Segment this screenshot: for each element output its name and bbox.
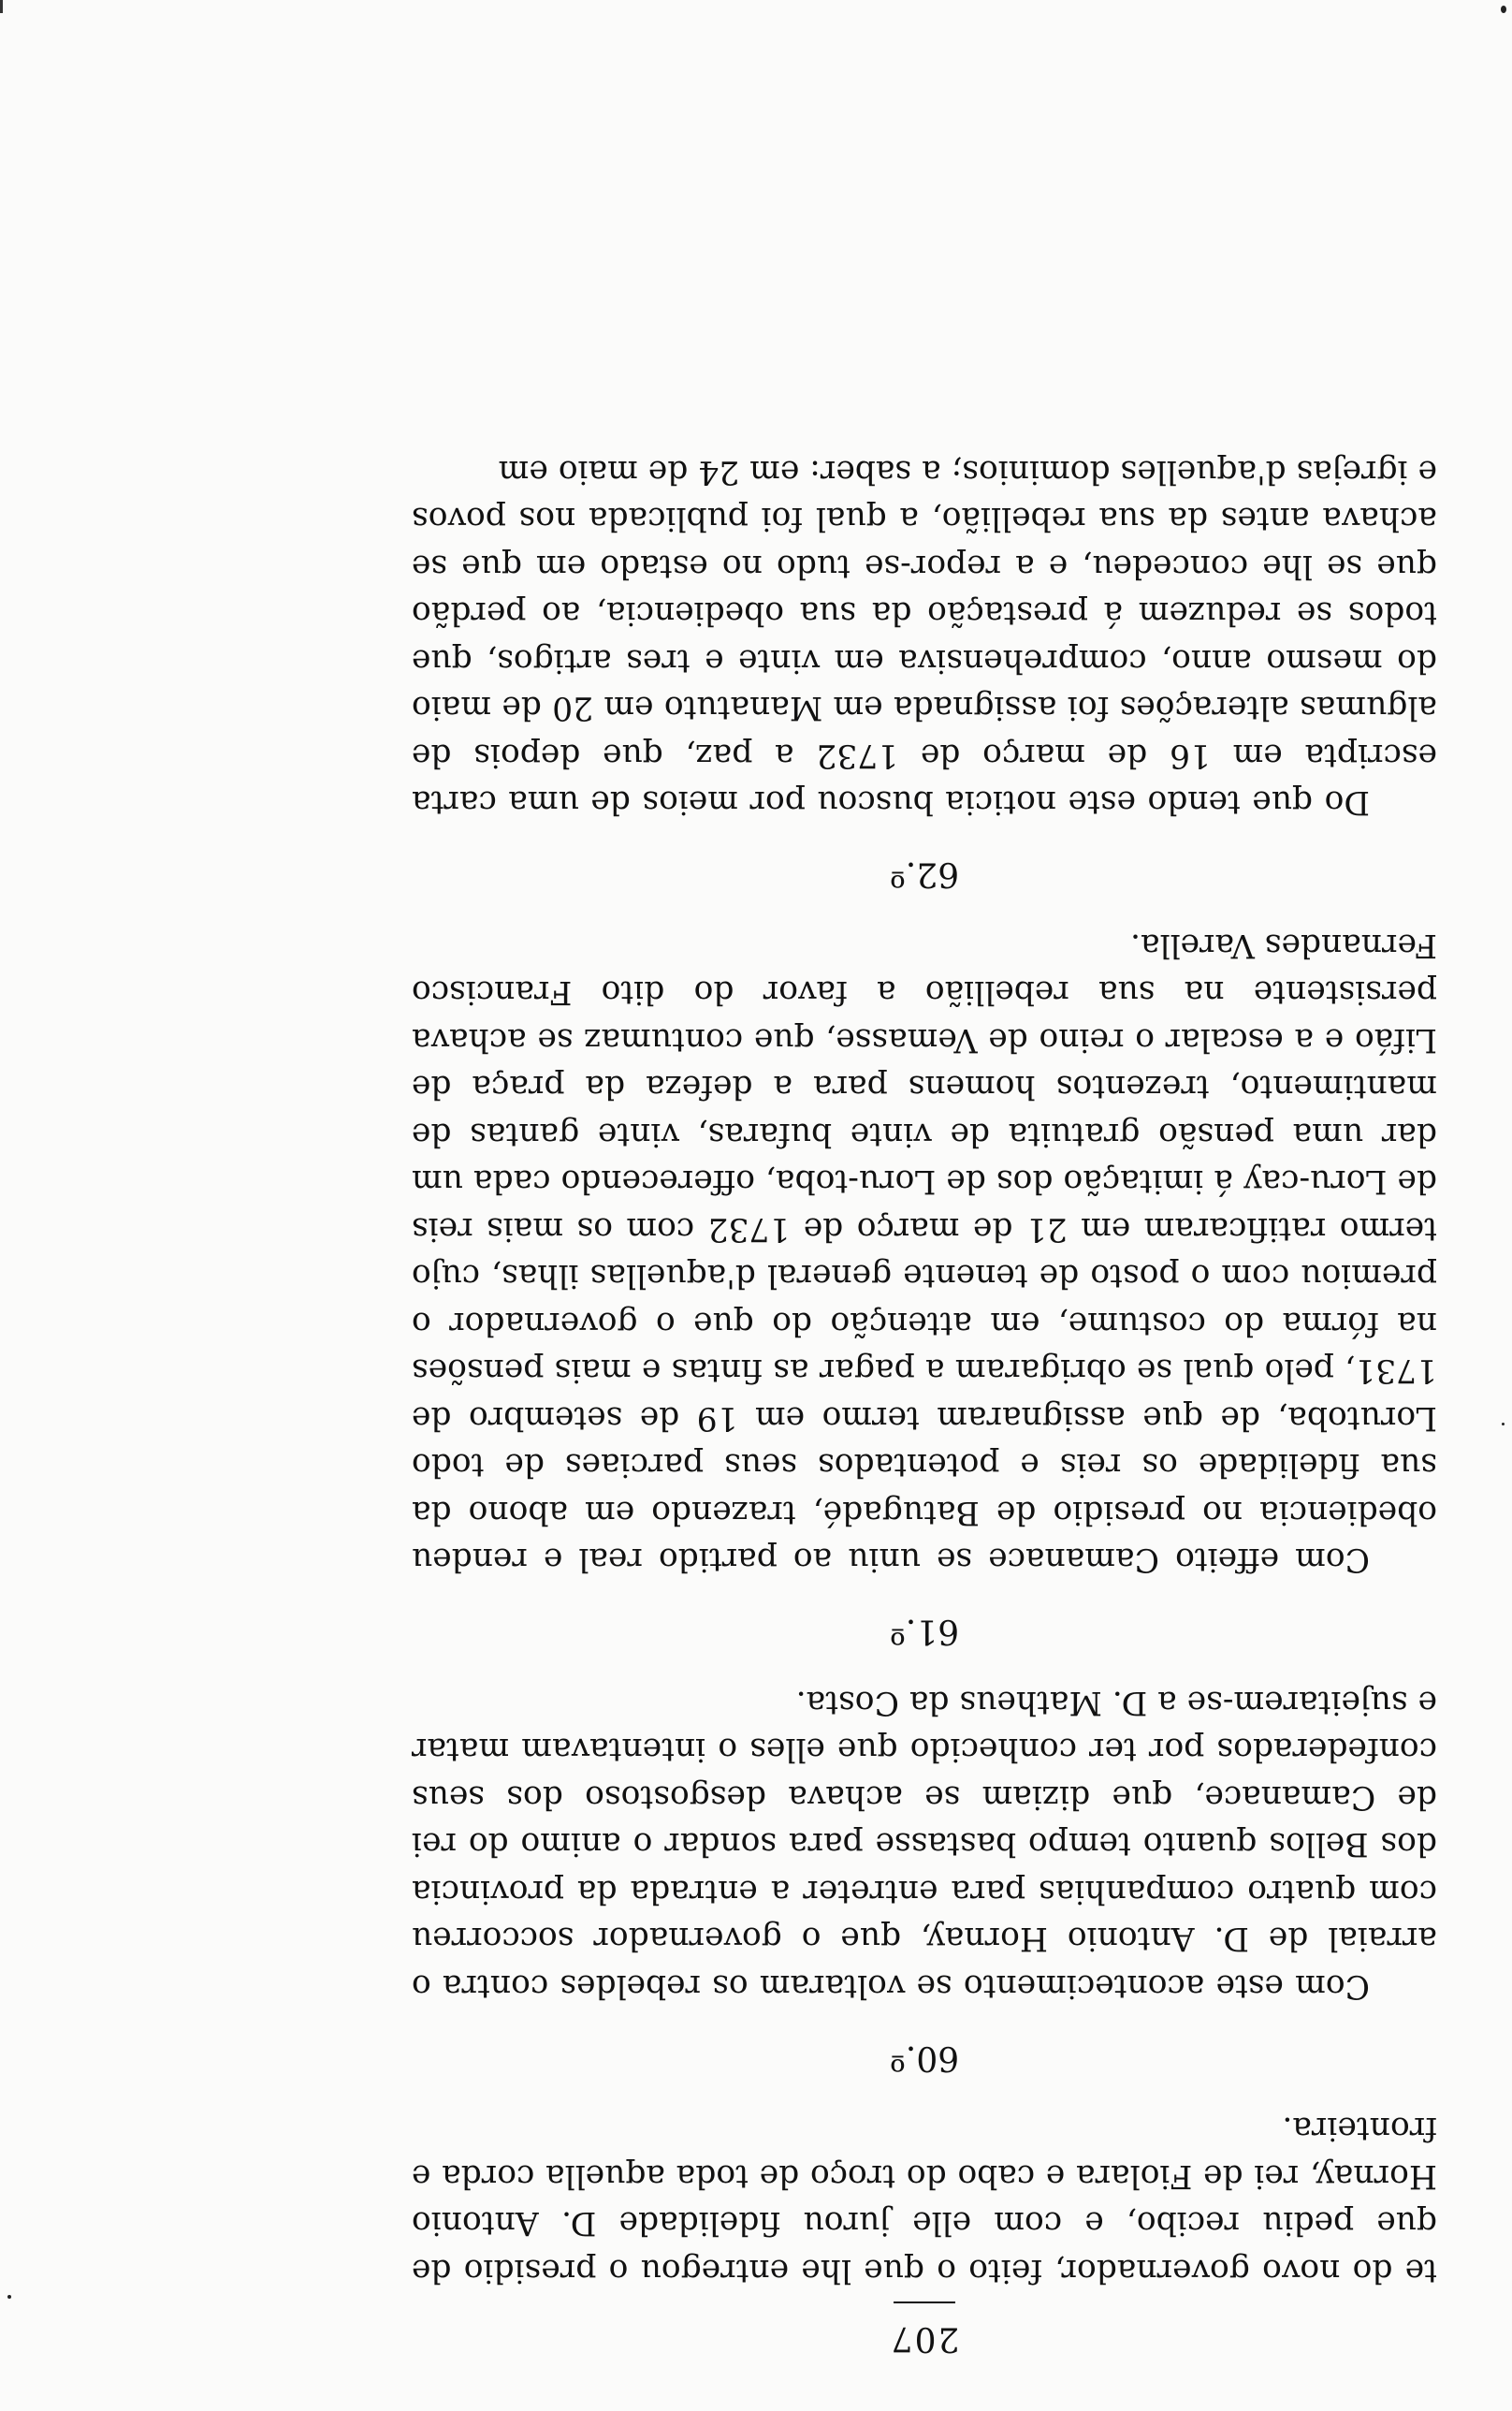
paragraph-continuation: te do novo governador, feito o que lhe entregou o presidio de que pediu recibo, e com elle jurou fidelidade D. Antonio Hornay, rei de Fiolara e cabo do troço de toda aquella corda e fronteira. — [412, 2110, 1437, 2289]
text-block — [412, 448, 1437, 2360]
scan-speck — [7, 2295, 11, 2299]
scan-speck — [1502, 1423, 1505, 1425]
section-heading-62: 62.º — [889, 855, 960, 894]
paragraph-61: Com effeito Camanace se uniu ao partido real e rendeu obediencia no presidio de Batugadé, trazendo em abono da sua fidelidade os reis e potentados seus parciaes de todo Lorutoba, de que assignaram termo em 19 de setembro de 1731, pelo qual se obrigaram a pagar as fintas e mais pensões na fórma do costume, em attenção do que o governador o premiou com o posto de tenente general d'aquellas ilhas, cujo termo ratificaram em 21 de março de 1732 com os mais reis de Loru-cay á imitação dos de Loru-toba, offerecendo cada um dar uma pensão gratuita de vinte bufaras, vinte gantas de mantimento, trezentos homens para a defeza da praça de Lifáo e a escalar o reino de Vemasse, que contumaz se achava persistente na sua rebellião a favor do dito Francisco Fernandes Varella. — [412, 927, 1437, 1579]
scan-speck — [1501, 6, 1506, 13]
paragraph-60: Com este acontecimento se voltaram os rebeldes contra o arraial de D. Antonio Hornay, que o governador soccorreu com quatro companhias para entreter a entrada da provincia dos Bellos quanto tempo bastasse para sondar o animo do rei de Camanace, que diziam se achava desgostoso dos seus confederados por ter conhecido que elles o intentavam matar e sujeitarem-se a D. Matheus da Costa. — [412, 1684, 1437, 2005]
paragraph-62: Do que tendo este noticia buscou por meios de uma carta escripta em 16 de março de 1732 a paz, que depois de algumas alterações foi assignada em Manatuto em 20 de maio do mesmo anno, comprehensiva em vinte e tres artigos, que todos se reduzem á prestação da sua obediencia, ao perdão que se lhe concedeu, e a repor-se tudo no estado em que se achava antes da sua rebellião, a qual foi publicada nos povos e igrejas d'aquelles dominios; a saber: em 24 de maio em — [412, 453, 1437, 822]
scan-edge-mark — [0, 0, 3, 13]
section-heading-61: 61.º — [889, 1612, 960, 1651]
section-heading-60: 60.º — [889, 2038, 960, 2077]
page-number-rule — [894, 2301, 955, 2303]
page-number: 207 — [889, 2319, 960, 2358]
